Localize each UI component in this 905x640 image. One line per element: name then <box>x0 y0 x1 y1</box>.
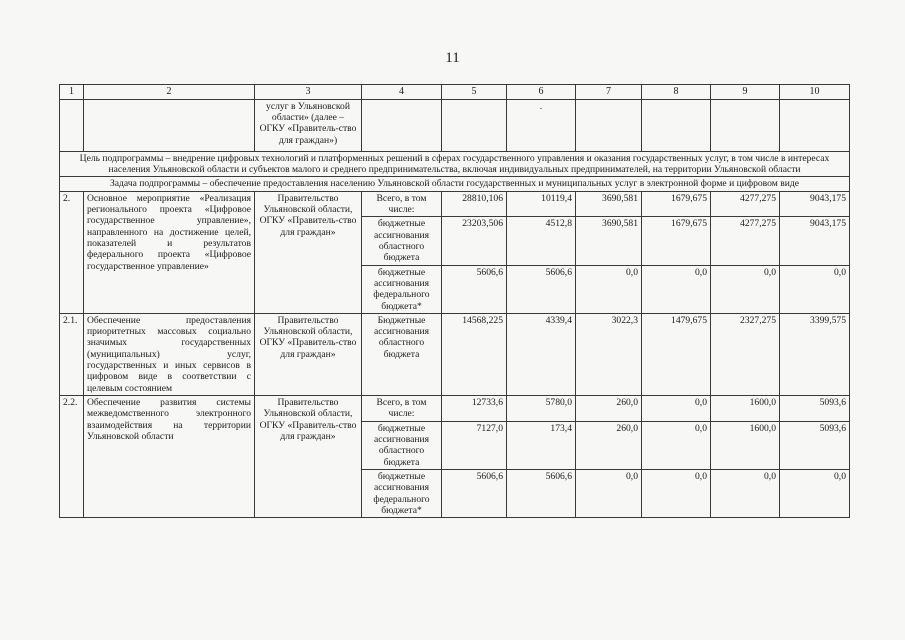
value-cell: 1679,675 <box>642 191 711 217</box>
value-cell: 5606,6 <box>507 265 576 313</box>
page-number: 11 <box>445 50 460 66</box>
value-cell: 0,0 <box>642 469 711 517</box>
value-cell: 5780,0 <box>507 396 576 422</box>
row-number: 2.1. <box>60 313 84 395</box>
task-row <box>60 177 850 191</box>
header-cell: 9 <box>711 85 780 100</box>
value-cell: 5606,6 <box>442 469 507 517</box>
executor-cell: Правительство Ульяновской области, ОГКУ «Правитель-ство для граждан» <box>255 191 362 313</box>
executor-cell: услуг в Ульяновской области» (далее – ОГКУ «Правитель-ство для граждан») <box>255 99 362 151</box>
value-cell: 0,0 <box>576 265 642 313</box>
header-cell: 3 <box>255 85 362 100</box>
value-cell: 0,0 <box>642 421 711 469</box>
goal-text: Цель подпрограммы – внедрение цифровых технологий и платформенных решений в сферах государственного управления и оказания государственных услуг, в том числе в интересах населения Ульяновской области и субъектов малого и среднего предпринимательства, включая индивидуальных предпринимателей, на территории Ульяновской области <box>60 151 850 177</box>
column-number-row <box>60 85 850 100</box>
value-cell: 1679,675 <box>642 217 711 265</box>
source-label: Всего, в том числе: <box>362 191 442 217</box>
header-cell: 2 <box>84 85 255 100</box>
header-cell: 10 <box>780 85 850 100</box>
executor-cell: Правительство Ульяновской области, ОГКУ «Правитель-ство для граждан» <box>255 313 362 395</box>
source-label: Всего, в том числе: <box>362 396 442 422</box>
value-cell: 3690,581 <box>576 191 642 217</box>
table-row <box>60 191 850 217</box>
value-cell: 0,0 <box>780 469 850 517</box>
table-row <box>60 396 850 422</box>
header-cell: 1 <box>60 85 84 100</box>
value-cell: 28810,106 <box>442 191 507 217</box>
value-cell: 10119,4 <box>507 191 576 217</box>
value-cell: 9043,175 <box>780 217 850 265</box>
source-label: бюджетные ассигнования областного бюджета <box>362 217 442 265</box>
source-label: бюджетные ассигнования федерального бюджета* <box>362 265 442 313</box>
header-cell: 6 <box>507 85 576 100</box>
source-label: бюджетные ассигнования федерального бюджета* <box>362 469 442 517</box>
value-cell: 260,0 <box>576 421 642 469</box>
value-cell: 0,0 <box>711 265 780 313</box>
value-cell: 173,4 <box>507 421 576 469</box>
measure-name: Обеспечение предоставления приоритетных массовых социально значимых государственных (муниципальных) услуг, государственных и иных сервисов в цифровом виде в соответствии с целевым состоянием <box>84 313 255 395</box>
header-cell: 4 <box>362 85 442 100</box>
value-cell: 260,0 <box>576 396 642 422</box>
value-cell: 3022,3 <box>576 313 642 395</box>
value-cell: 0,0 <box>711 469 780 517</box>
row-number: 2.2. <box>60 396 84 518</box>
measure-name: Обеспечение развития системы межведомственного электронного взаимодействия на территории Ульяновской области <box>84 396 255 518</box>
task-text: Задача подпрограммы – обеспечение предоставления населению Ульяновской области государственных и муниципальных услуг в электронной форме и цифровом виде <box>60 177 850 191</box>
value-cell: 1600,0 <box>711 396 780 422</box>
value-cell: 2327,275 <box>711 313 780 395</box>
value-cell: 0,0 <box>780 265 850 313</box>
value-cell: 0,0 <box>642 265 711 313</box>
value-cell: 0,0 <box>576 469 642 517</box>
value-cell: 5093,6 <box>780 396 850 422</box>
value-cell: 3399,575 <box>780 313 850 395</box>
value-cell: 12733,6 <box>442 396 507 422</box>
value-cell: 9043,175 <box>780 191 850 217</box>
value-cell: 1479,675 <box>642 313 711 395</box>
executor-cell: Правительство Ульяновской области, ОГКУ «Правитель-ство для граждан» <box>255 396 362 518</box>
value-cell: 5606,6 <box>507 469 576 517</box>
program-table <box>59 84 850 518</box>
value-cell: 5606,6 <box>442 265 507 313</box>
header-cell: 8 <box>642 85 711 100</box>
header-cell: 5 <box>442 85 507 100</box>
value-cell: 1600,0 <box>711 421 780 469</box>
goal-row <box>60 151 850 177</box>
value-cell: 3690,581 <box>576 217 642 265</box>
value-cell: 0,0 <box>642 396 711 422</box>
source-label: бюджетные ассигнования областного бюджета <box>362 421 442 469</box>
value-cell: 4512,8 <box>507 217 576 265</box>
value-cell: 7127,0 <box>442 421 507 469</box>
value-cell: 4339,4 <box>507 313 576 395</box>
source-label: Бюджетные ассигнования областного бюджета <box>362 313 442 395</box>
header-cell: 7 <box>576 85 642 100</box>
value-cell: 4277,275 <box>711 191 780 217</box>
table-row <box>60 313 850 395</box>
value-cell: 23203,506 <box>442 217 507 265</box>
value-cell: 14568,225 <box>442 313 507 395</box>
table-cell: . <box>507 99 576 151</box>
value-cell: 4277,275 <box>711 217 780 265</box>
row-number: 2. <box>60 191 84 313</box>
continuation-row <box>60 99 850 151</box>
measure-name: Основное мероприятие «Реализация регионального проекта «Цифровое государственное управление», направленного на достижение целей, показателей и результатов федерального проекта «Цифровое государственное управление» <box>84 191 255 313</box>
value-cell: 5093,6 <box>780 421 850 469</box>
